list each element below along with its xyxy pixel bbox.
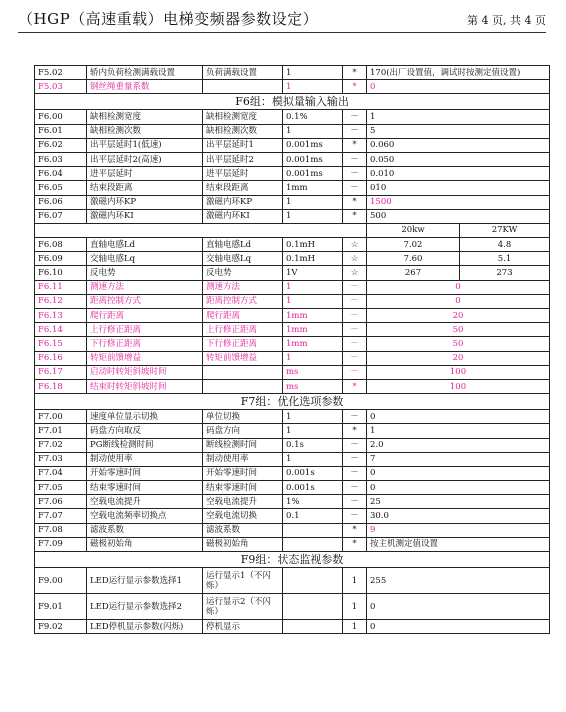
param-attribute: － (343, 167, 367, 181)
param-attribute: 1 (343, 620, 367, 634)
param-display-name: 开始零速时间 (203, 466, 283, 480)
param-display-name (203, 365, 283, 379)
param-attribute: － (343, 351, 367, 365)
param-display-name: 空载电流提升 (203, 495, 283, 509)
param-unit: 1 (283, 209, 343, 223)
parameter-row (35, 138, 550, 152)
param-name: 激磁内环KP (87, 195, 203, 209)
param-unit: 0.1% (283, 110, 343, 124)
param-setting: 0 (367, 466, 550, 480)
param-code: F7.03 (35, 452, 87, 466)
value-20kw: 7.60 (367, 252, 460, 266)
param-unit (283, 620, 343, 634)
param-name: 交轴电感Lq (87, 252, 203, 266)
param-code: F6.09 (35, 252, 87, 266)
parameter-row (35, 323, 550, 337)
parameter-row (35, 280, 550, 294)
parameter-row (35, 379, 550, 393)
param-name: PG断线检测时间 (87, 438, 203, 452)
param-attribute: * (343, 80, 367, 94)
param-unit: 1 (283, 410, 343, 424)
param-attribute: － (343, 280, 367, 294)
param-unit: 1mm (283, 323, 343, 337)
param-unit (283, 594, 343, 620)
document-title: （HGP（高速重载）电梯变频器参数设定） (18, 10, 319, 28)
param-code: F6.02 (35, 138, 87, 152)
param-unit (283, 537, 343, 551)
param-code: F7.00 (35, 410, 87, 424)
param-display-name: 直轴电感Ld (203, 238, 283, 252)
param-attribute: * (343, 209, 367, 223)
param-attribute: － (343, 438, 367, 452)
parameter-row (35, 509, 550, 523)
param-code: F7.04 (35, 466, 87, 480)
parameter-row (35, 209, 550, 223)
param-display-name: 制动使用率 (203, 452, 283, 466)
param-name: 测速方法 (87, 280, 203, 294)
group-header-row (35, 394, 550, 410)
param-setting: 1 (367, 424, 550, 438)
parameter-row (35, 294, 550, 308)
param-name: 直轴电感Ld (87, 238, 203, 252)
param-attribute: － (343, 495, 367, 509)
parameter-row (35, 66, 550, 80)
param-setting: 0.060 (367, 138, 550, 152)
param-unit: ms (283, 365, 343, 379)
parameter-row (35, 495, 550, 509)
param-unit: 1 (283, 424, 343, 438)
param-unit: 0.1 (283, 509, 343, 523)
parameter-row (35, 410, 550, 424)
param-display-name: 单位切换 (203, 410, 283, 424)
param-name: 上行修正距离 (87, 323, 203, 337)
param-display-name: 转矩前馈增益 (203, 351, 283, 365)
param-attribute: * (343, 424, 367, 438)
group-header-row (35, 552, 550, 568)
group-title: F9组：状态监视参数 (35, 552, 550, 568)
param-setting: 0 (367, 280, 550, 294)
parameter-row (35, 424, 550, 438)
param-setting: 0 (367, 481, 550, 495)
param-unit: 0.1mH (283, 238, 343, 252)
param-code: F6.06 (35, 195, 87, 209)
param-setting: 20 (367, 309, 550, 323)
param-attribute: － (343, 481, 367, 495)
param-unit (283, 523, 343, 537)
parameter-row (35, 152, 550, 166)
power-20kw-header: 20kw (367, 223, 460, 237)
parameter-row (35, 80, 550, 94)
param-name: 轿内负荷检测满载设置 (87, 66, 203, 80)
param-attribute: ☆ (343, 238, 367, 252)
param-attribute: * (343, 195, 367, 209)
parameter-row (35, 452, 550, 466)
param-unit: 1 (283, 66, 343, 80)
param-attribute: * (343, 537, 367, 551)
param-setting: 20 (367, 351, 550, 365)
param-code: F6.14 (35, 323, 87, 337)
param-unit: 1mm (283, 309, 343, 323)
param-code: F6.03 (35, 152, 87, 166)
parameter-row (35, 309, 550, 323)
param-attribute: － (343, 509, 367, 523)
param-code: F6.12 (35, 294, 87, 308)
param-name: 出平层延时2(高速) (87, 152, 203, 166)
parameter-row (35, 365, 550, 379)
param-setting: 50 (367, 323, 550, 337)
param-unit: 0.001ms (283, 167, 343, 181)
param-code: F7.05 (35, 481, 87, 495)
page-header (18, 6, 546, 33)
parameter-row (35, 481, 550, 495)
parameter-row (35, 167, 550, 181)
param-code: F6.17 (35, 365, 87, 379)
param-display-name (203, 80, 283, 94)
param-display-name: 出平层延时2 (203, 152, 283, 166)
param-code: F7.01 (35, 424, 87, 438)
param-code: F6.01 (35, 124, 87, 138)
param-unit (283, 568, 343, 594)
param-name: 磁极初始角 (87, 537, 203, 551)
param-setting: 170(出厂设置值，调试时按测定值设置) (367, 66, 550, 80)
param-attribute: － (343, 124, 367, 138)
param-name: 反电势 (87, 266, 203, 280)
param-code: F6.10 (35, 266, 87, 280)
param-code: F6.11 (35, 280, 87, 294)
group-title: F6组：模拟量输入输出 (35, 94, 550, 110)
param-display-name: 反电势 (203, 266, 283, 280)
param-attribute: － (343, 294, 367, 308)
param-code: F6.00 (35, 110, 87, 124)
param-name: 空载电流频率切换点 (87, 509, 203, 523)
parameter-row (35, 110, 550, 124)
param-code: F7.09 (35, 537, 87, 551)
param-setting: 30.0 (367, 509, 550, 523)
param-code: F5.02 (35, 66, 87, 80)
parameter-table (34, 65, 550, 634)
param-display-name: 缺相检测宽度 (203, 110, 283, 124)
param-display-name: 停机显示 (203, 620, 283, 634)
param-display-name: 码盘方向 (203, 424, 283, 438)
param-unit: 1 (283, 195, 343, 209)
power-27kw-header: 27KW (460, 223, 550, 237)
param-setting: 7 (367, 452, 550, 466)
param-display-name: 爬行距离 (203, 309, 283, 323)
group-header-row (35, 94, 550, 110)
value-27kw: 5.1 (460, 252, 550, 266)
value-27kw: 4.8 (460, 238, 550, 252)
parameter-row (35, 620, 550, 634)
param-setting: 0 (367, 80, 550, 94)
param-code: F6.16 (35, 351, 87, 365)
page-number: 第 4 页, 共 4 页 (467, 14, 546, 27)
param-name: 缺相检测次数 (87, 124, 203, 138)
param-name: LED运行显示参数选择1 (87, 568, 203, 594)
param-attribute: － (343, 323, 367, 337)
param-setting: 255 (367, 568, 550, 594)
param-attribute: － (343, 410, 367, 424)
param-unit: 1 (283, 124, 343, 138)
param-setting: 按主机测定值设置 (367, 537, 550, 551)
param-attribute: 1 (343, 568, 367, 594)
param-unit: 0.001ms (283, 138, 343, 152)
param-setting: 100 (367, 365, 550, 379)
param-display-name: 运行显示2（不闪烁） (203, 594, 283, 620)
parameter-row (35, 438, 550, 452)
param-setting: 0 (367, 294, 550, 308)
param-setting: 50 (367, 337, 550, 351)
param-display-name: 磁极初始角 (203, 537, 283, 551)
param-code: F5.03 (35, 80, 87, 94)
param-name: 结束零速时间 (87, 481, 203, 495)
parameter-row (35, 594, 550, 620)
parameter-row (35, 466, 550, 480)
param-name: 速度单位显示切换 (87, 410, 203, 424)
param-unit: ms (283, 379, 343, 393)
param-setting: 9 (367, 523, 550, 537)
param-code: F6.08 (35, 238, 87, 252)
value-20kw: 267 (367, 266, 460, 280)
parameter-row (35, 266, 550, 280)
group-title: F7组：优化选项参数 (35, 394, 550, 410)
param-attribute: * (343, 66, 367, 80)
param-display-name: 滤波系数 (203, 523, 283, 537)
param-display-name: 测速方法 (203, 280, 283, 294)
parameter-row (35, 252, 550, 266)
param-name: 开始零速时间 (87, 466, 203, 480)
param-unit: 1mm (283, 181, 343, 195)
param-attribute: * (343, 138, 367, 152)
param-name: 下行修正距离 (87, 337, 203, 351)
param-setting: 5 (367, 124, 550, 138)
param-display-name (203, 379, 283, 393)
param-attribute: － (343, 309, 367, 323)
param-code: F7.06 (35, 495, 87, 509)
param-setting: 25 (367, 495, 550, 509)
param-attribute: 1 (343, 594, 367, 620)
value-20kw: 7.02 (367, 238, 460, 252)
param-name: 码盘方向取反 (87, 424, 203, 438)
param-setting: 0.010 (367, 167, 550, 181)
param-code: F6.13 (35, 309, 87, 323)
param-name: 制动使用率 (87, 452, 203, 466)
param-code: F6.04 (35, 167, 87, 181)
param-setting: 100 (367, 379, 550, 393)
param-setting: 1 (367, 110, 550, 124)
param-setting: 010 (367, 181, 550, 195)
param-unit: 1 (283, 294, 343, 308)
parameter-row (35, 537, 550, 551)
motor-power-header-row (35, 223, 550, 237)
param-name: 距离控制方式 (87, 294, 203, 308)
param-unit: 1 (283, 452, 343, 466)
param-code: F6.18 (35, 379, 87, 393)
param-display-name: 负荷满载设置 (203, 66, 283, 80)
param-code: F7.08 (35, 523, 87, 537)
param-setting: 0 (367, 594, 550, 620)
param-setting: 0.050 (367, 152, 550, 166)
parameter-row (35, 523, 550, 537)
param-setting: 1500 (367, 195, 550, 209)
param-name: 启动时转矩斜坡时间 (87, 365, 203, 379)
param-display-name: 进平层延时 (203, 167, 283, 181)
param-unit: 1 (283, 351, 343, 365)
param-display-name: 交轴电感Lq (203, 252, 283, 266)
param-display-name: 出平层延时1 (203, 138, 283, 152)
param-attribute: ☆ (343, 252, 367, 266)
param-attribute: * (343, 523, 367, 537)
parameter-row (35, 238, 550, 252)
param-code: F9.02 (35, 620, 87, 634)
param-unit: 0.001s (283, 481, 343, 495)
param-setting: 0 (367, 620, 550, 634)
param-name: 激磁内环KI (87, 209, 203, 223)
param-name: 空载电流提升 (87, 495, 203, 509)
param-setting: 2.0 (367, 438, 550, 452)
param-display-name: 激磁内环KP (203, 195, 283, 209)
param-display-name: 激磁内环KI (203, 209, 283, 223)
empty-cell (35, 223, 367, 237)
param-name: 爬行距离 (87, 309, 203, 323)
param-name: 钢丝绳重量系数 (87, 80, 203, 94)
param-unit: 0.1s (283, 438, 343, 452)
param-display-name: 空载电流切换 (203, 509, 283, 523)
parameter-row (35, 351, 550, 365)
param-code: F6.15 (35, 337, 87, 351)
param-name: 进平层延时 (87, 167, 203, 181)
param-code: F6.05 (35, 181, 87, 195)
param-display-name: 运行显示1（不闪烁） (203, 568, 283, 594)
param-name: 结束时转矩斜坡时间 (87, 379, 203, 393)
parameter-row (35, 181, 550, 195)
parameter-row (35, 337, 550, 351)
param-unit: 0.001ms (283, 152, 343, 166)
param-unit: 0.1mH (283, 252, 343, 266)
param-code: F6.07 (35, 209, 87, 223)
param-unit: 0.001s (283, 466, 343, 480)
param-display-name: 缺相检测次数 (203, 124, 283, 138)
value-27kw: 273 (460, 266, 550, 280)
param-attribute: － (343, 110, 367, 124)
param-display-name: 距离控制方式 (203, 294, 283, 308)
param-display-name: 下行修正距离 (203, 337, 283, 351)
param-attribute: ☆ (343, 266, 367, 280)
param-name: LED停机显示参数(闪烁) (87, 620, 203, 634)
param-attribute: － (343, 466, 367, 480)
param-unit: 1mm (283, 337, 343, 351)
param-name: 转矩前馈增益 (87, 351, 203, 365)
param-attribute: － (343, 337, 367, 351)
param-attribute: * (343, 379, 367, 393)
param-name: 缺相检测宽度 (87, 110, 203, 124)
param-name: 结束段距离 (87, 181, 203, 195)
parameter-row (35, 124, 550, 138)
param-name: 出平层延时1(低速) (87, 138, 203, 152)
param-code: F9.01 (35, 594, 87, 620)
param-attribute: － (343, 181, 367, 195)
param-attribute: － (343, 152, 367, 166)
param-code: F7.07 (35, 509, 87, 523)
param-display-name: 结束段距离 (203, 181, 283, 195)
param-name: 滤波系数 (87, 523, 203, 537)
param-unit: 1% (283, 495, 343, 509)
param-display-name: 上行修正距离 (203, 323, 283, 337)
parameter-row (35, 568, 550, 594)
param-display-name: 结束零速时间 (203, 481, 283, 495)
parameter-row (35, 195, 550, 209)
param-display-name: 断线检测时间 (203, 438, 283, 452)
param-unit: 1 (283, 280, 343, 294)
param-unit: 1V (283, 266, 343, 280)
param-unit: 1 (283, 80, 343, 94)
param-code: F9.00 (35, 568, 87, 594)
param-name: LED运行显示参数选择2 (87, 594, 203, 620)
param-setting: 500 (367, 209, 550, 223)
param-code: F7.02 (35, 438, 87, 452)
param-attribute: － (343, 452, 367, 466)
param-setting: 0 (367, 410, 550, 424)
param-attribute: － (343, 365, 367, 379)
